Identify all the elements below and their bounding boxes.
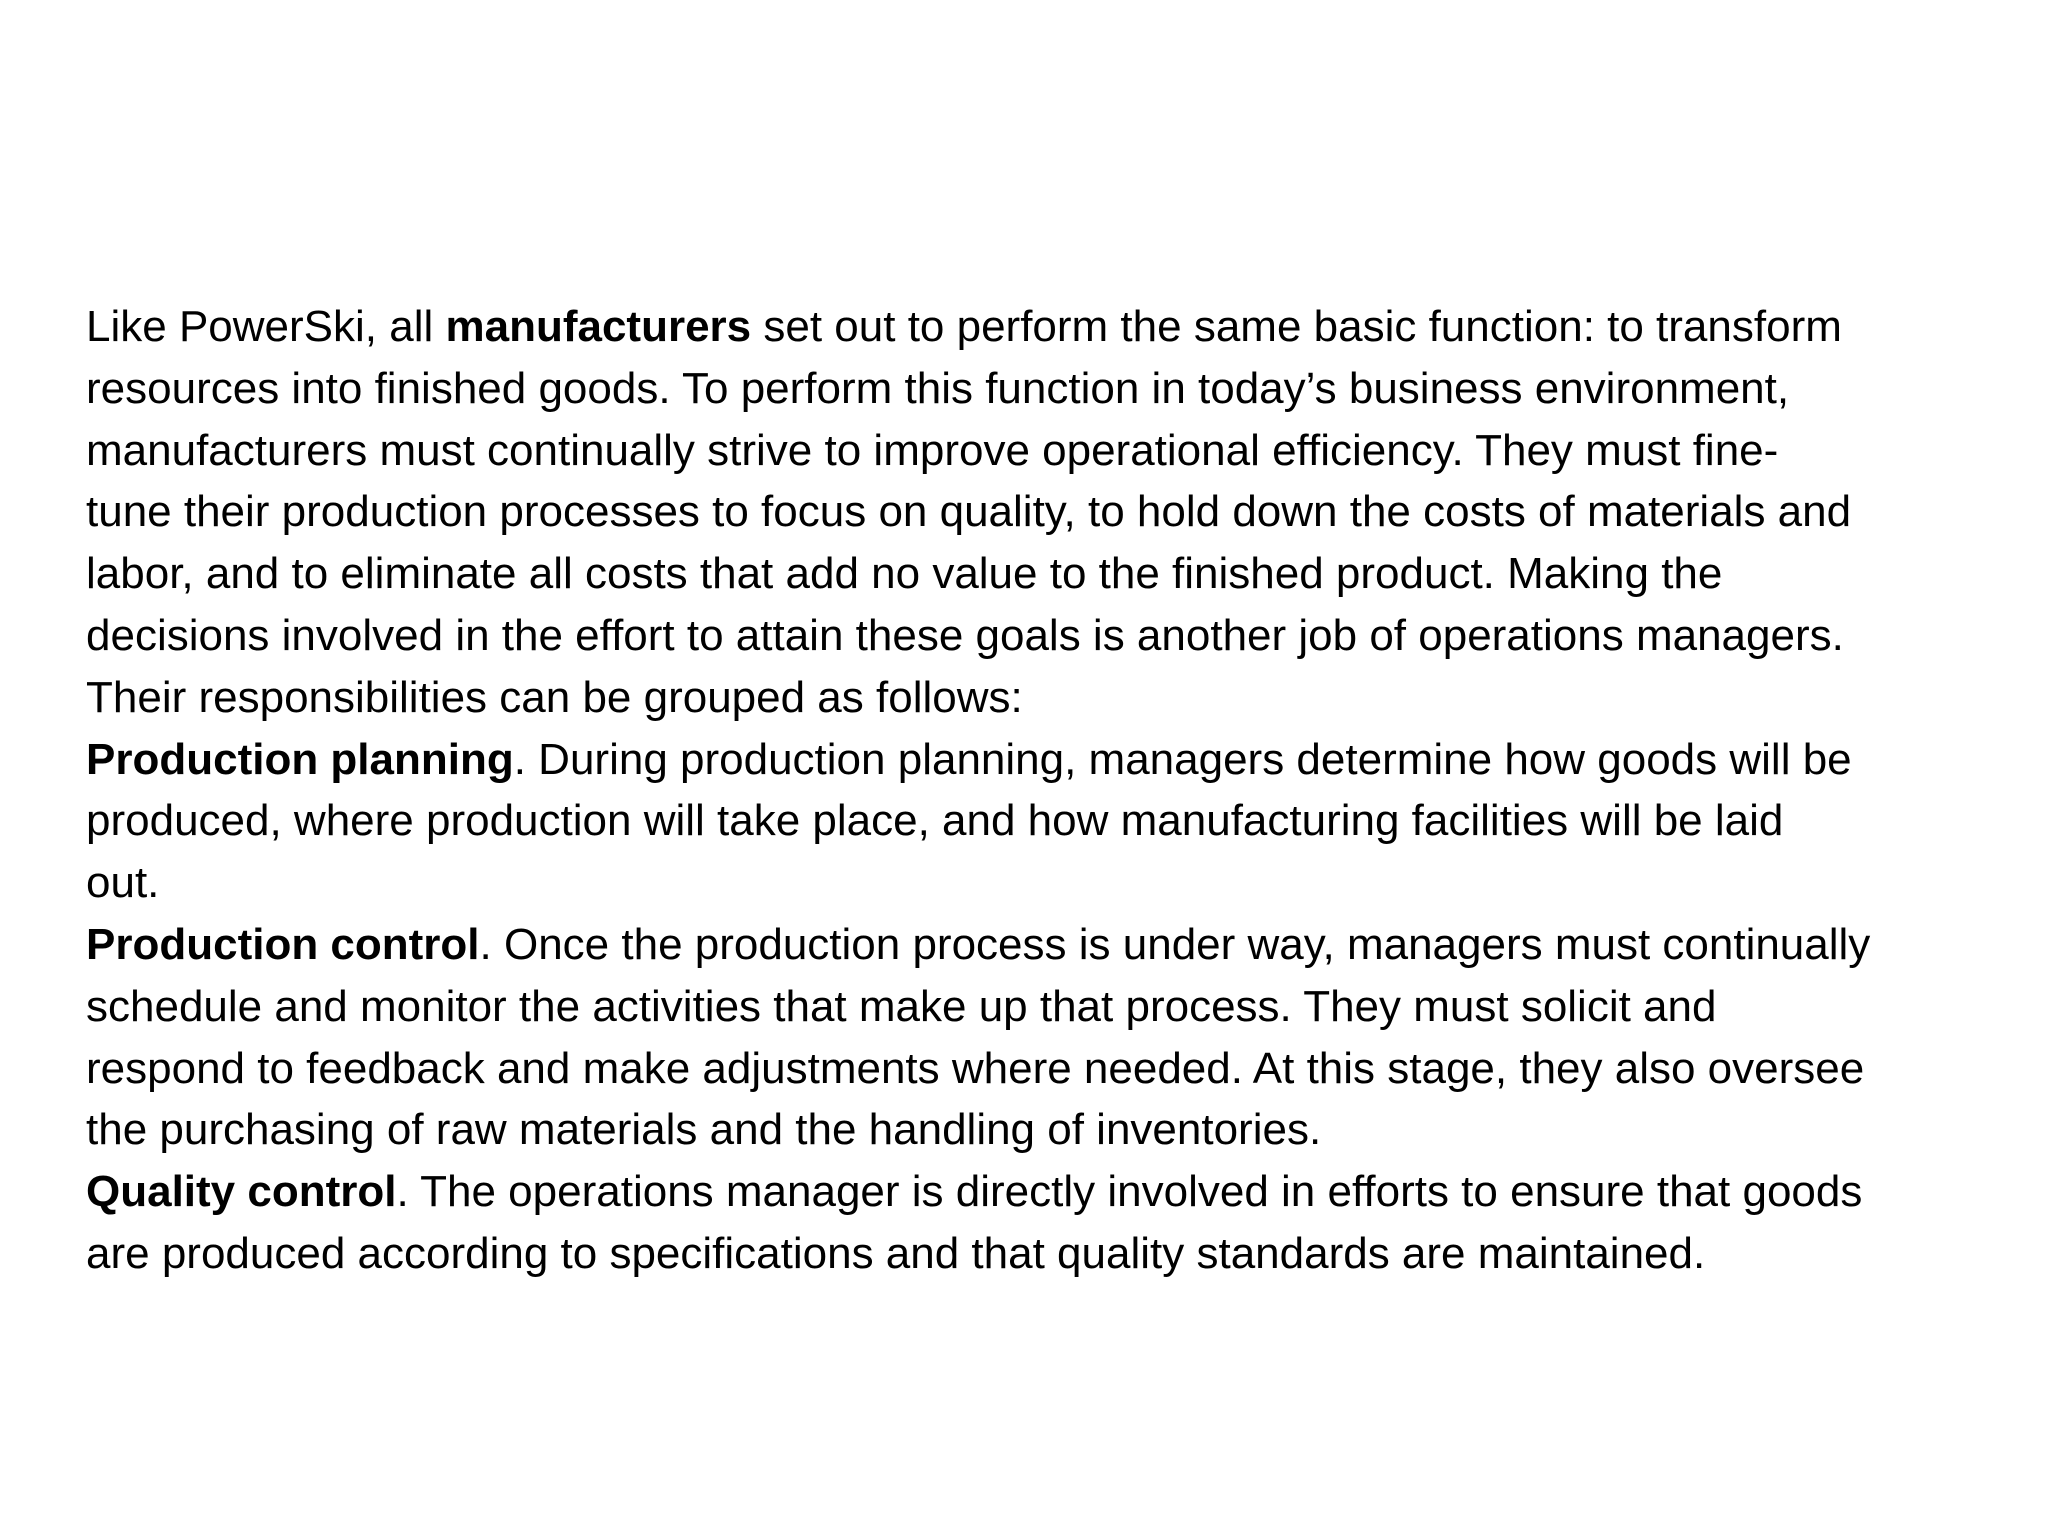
intro-line-3: manufacturers must continually strive to improve operational efficiency. They must fine- — [86, 425, 1779, 475]
production-control-term: Production control — [86, 919, 480, 969]
intro-line-1 — [86, 296, 2026, 358]
quality-control-line-2: are produced according to specifications and that quality standards are maintained. — [86, 1228, 1706, 1278]
intro-line-6: decisions involved in the effort to attain these goals is another job of operations managers. — [86, 610, 1844, 660]
production-planning-line-1-rest: . During production planning, managers determine how goods will be — [513, 734, 1852, 784]
intro-line-7: Their responsibilities can be grouped as follows: — [86, 672, 1023, 722]
production-control-line-1-rest: . Once the production process is under way, managers must continually — [479, 919, 1871, 969]
body-text — [86, 296, 2026, 1285]
production-planning-line-2: produced, where production will take place, and how manufacturing facilities will be laid — [86, 796, 1784, 846]
production-control-line-2: schedule and monitor the activities that make up that process. They must solicit and — [86, 981, 1717, 1031]
intro-line-2: resources into finished goods. To perform this function in today’s business environment, — [86, 363, 1790, 413]
intro-line-5: labor, and to eliminate all costs that add no value to the finished product. Making the — [86, 549, 1723, 599]
quality-control-term: Quality control — [86, 1167, 397, 1217]
production-control-line-4: the purchasing of raw materials and the handling of inventories. — [86, 1105, 1322, 1155]
manufacturers-term: manufacturers — [445, 302, 752, 351]
intro-line-4: tune their production processes to focus on quality, to hold down the costs of materials and — [86, 487, 1852, 537]
production-planning-term: Production planning — [86, 734, 514, 784]
quality-control-line-1-rest: . The operations manager is directly involved in efforts to ensure that goods — [396, 1167, 1863, 1217]
production-control-line-3: respond to feedback and make adjustments where needed. At this stage, they also oversee — [86, 1043, 1865, 1093]
intro-line-1-rest: set out to perform the same basic function: to transform — [751, 302, 1842, 351]
quality-control-line-1 — [86, 1161, 2026, 1223]
production-planning-line-1 — [86, 729, 2026, 791]
production-planning-line-3: out. — [86, 858, 160, 908]
production-control-line-1 — [86, 914, 2026, 976]
intro-lead: Like PowerSki, all — [86, 302, 446, 351]
